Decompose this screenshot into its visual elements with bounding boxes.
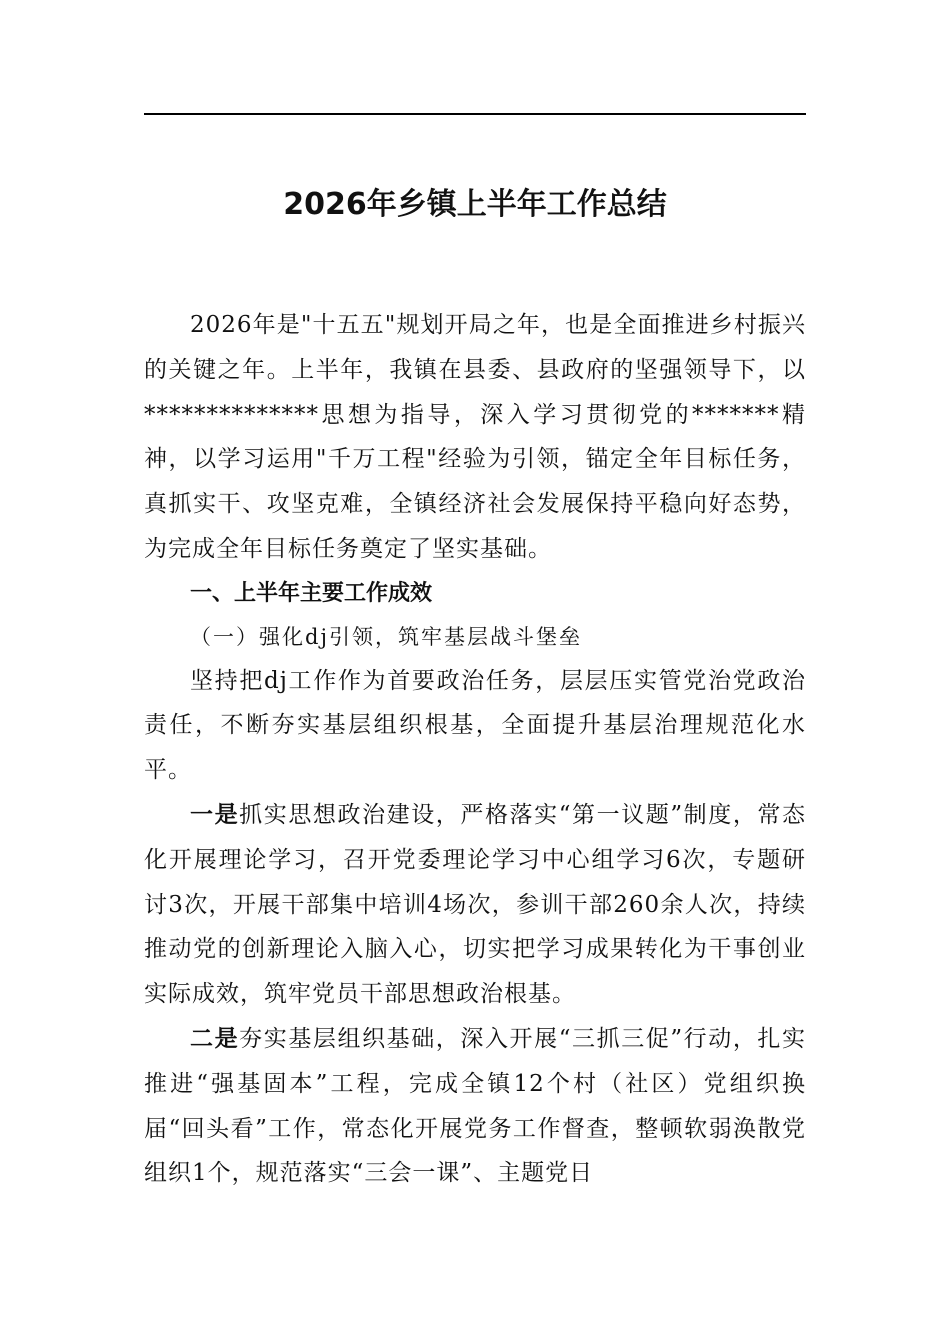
subsection-intro-paragraph: 坚持把dj工作作为首要政治任务，层层压实管党治党政治责任，不断夯实基层组织根基，全面提升基层治理规范化水平。	[144, 667, 806, 784]
point-two-lead: 二是	[190, 1025, 240, 1052]
point-one-lead: 一是	[190, 801, 240, 828]
point-one-text: 抓实思想政治建设，严格落实“第一议题”制度，常态化开展理论学习，召开党委理论学习中心组学习6次，专题研讨3次，开展干部集中培训4场次，参训干部260余人次，持续推动党的创新理论入脑入心，切实把学习成果转化为干事创业实际成效，筑牢党员干部思想政治根基。	[144, 801, 806, 1008]
subsection-heading-1: （一）强化dj引领，筑牢基层战斗堡垒	[190, 624, 582, 649]
section-heading-1: 一、上半年主要工作成效	[190, 580, 433, 606]
document-body	[144, 303, 806, 1196]
point-one-paragraph	[144, 793, 806, 1017]
point-two-paragraph	[144, 1017, 806, 1196]
header-rule	[144, 113, 806, 115]
point-two-text: 夯实基层组织基础，深入开展“三抓三促”行动，扎实推进“强基固本”工程，完成全镇12个村（社区）党组织换届“回头看”工作，常态化开展党务工作督查，整顿软弱涣散党组织1个，规范落实“三会一课”、主题党日	[144, 1025, 806, 1187]
document-title: 2026年乡镇上半年工作总结	[283, 187, 667, 222]
intro-paragraph: 2026年是"十五五"规划开局之年，也是全面推进乡村振兴的关键之年。上半年，我镇在县委、县政府的坚强领导下，以**************思想为指导，深入学习贯彻党的*******精神，以学习运用"千万工程"经验为引领，锚定全年目标任务，真抓实干、攻坚克难，全镇经济社会发展保持平稳向好态势，为完成全年目标任务奠定了坚实基础。	[144, 312, 806, 562]
